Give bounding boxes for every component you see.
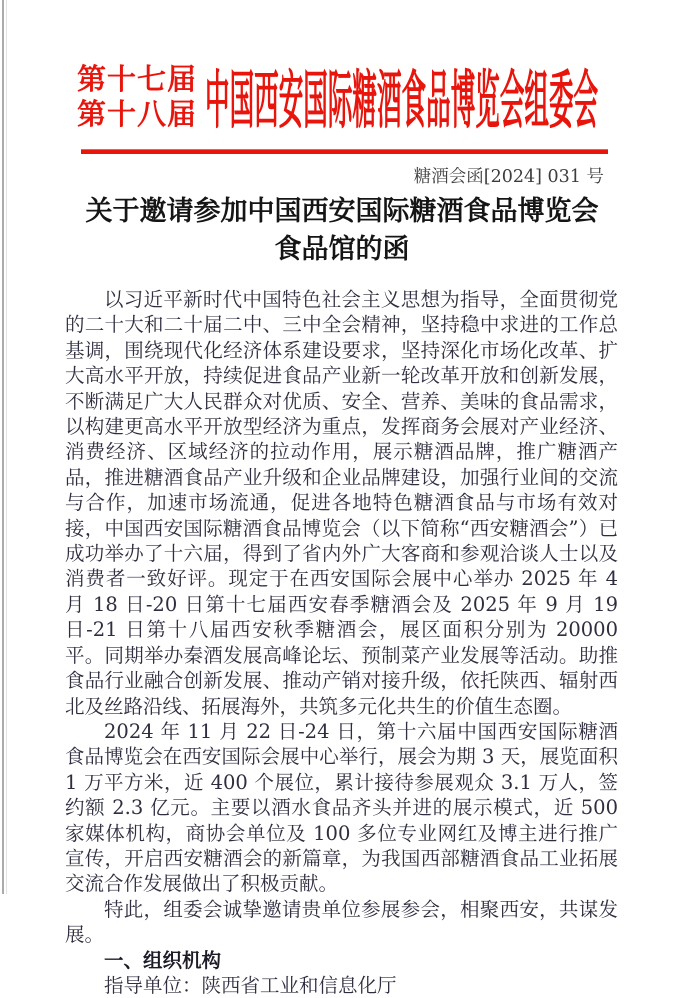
letter-body bbox=[65, 287, 618, 998]
committee-name: 中国西安国际糖酒食品博览会组委会 bbox=[205, 63, 599, 137]
org-line-guidance-unit: 指导单位：陕西省工业和信息化厅 bbox=[104, 973, 397, 997]
edition-line-1: 第十七届 bbox=[77, 62, 198, 96]
doc-number: 糖酒会函[2024] 031 号 bbox=[413, 167, 604, 187]
paragraph-intro: 以习近平新时代中国特色社会主义思想为指导，全面贯彻党的二十大和二十届二中、三中全会精神，坚持稳中求进的工作总基调，围绕现代化经济体系建设要求，坚持深化市场化改革、扩大高水平开放，持续促进食品产业新一轮改革开放和创新发展，不断满足广大人民群众对优质、安全、营养、美味的食品需求，以构建更高水平开放型经济为重点，发挥商务会展对产业经济、消费经济、区域经济的拉动作用，展示糖酒品牌，推广糖酒产品，推进糖酒食品产业升级和企业品牌建设，加强行业间的交流与合作，加速市场流通，促进各地特色糖酒食品与市场有效对接，中国西安国际糖酒食品博览会（以下简称“西安糖酒会”）已成功举办了十六届，得到了省内外广大客商和参观洽谈人士以及消费者一致好评。现定于在西安国际会展中心举办 2025 年 4 月 18 日-20 日第十七届西安春季糖酒会及 2025 年 9 月 19 日-21 日第十八届西安秋季糖酒会，展区面积分别为 20000 平。同期举办秦酒发展高峰论坛、预制菜产业发展等活动。助推食品行业融合创新发展、推动产销对接升级，依托陕西、辐射西北及丝路沿线、拓展海外，共筑多元化共生的价值生态圈。 bbox=[65, 288, 618, 718]
red-divider-rule bbox=[81, 149, 608, 154]
edition-labels bbox=[77, 62, 197, 132]
doc-title-line-1: 关于邀请参加中国西安国际糖酒食品博览会 bbox=[85, 196, 599, 227]
paragraph-previous-expo: 2024 年 11 月 22 日-24 日，第十六届中国西安国际糖酒食品博览会在西安国际会展中心举行，展会为期 3 天，展览面积 1 万平方米，近 400 个展位，累计接待参展观众 3.1 万人，签约额 2.3 亿元。主要以酒水食品齐头并进的展示模式，近 500 家媒体机构，商协会单位及 100 多位专业网红及博主进行推广宣传，开启西安糖酒会的新篇章，为我国西部糖酒食品工业拓展交流合作发展做出了积极贡献。 bbox=[65, 719, 618, 896]
edition-line-2: 第十八届 bbox=[77, 97, 198, 131]
scan-edge-line-light bbox=[6, 0, 7, 894]
paragraph-invitation: 特此，组委会诚挚邀请贵单位参展参会，相聚西安，共谋发展。 bbox=[65, 897, 618, 947]
doc-title bbox=[0, 193, 684, 269]
section-heading-organization: 一、组织机构 bbox=[104, 948, 222, 972]
doc-title-line-2: 食品馆的函 bbox=[274, 234, 410, 265]
scan-edge-line bbox=[2, 0, 4, 894]
